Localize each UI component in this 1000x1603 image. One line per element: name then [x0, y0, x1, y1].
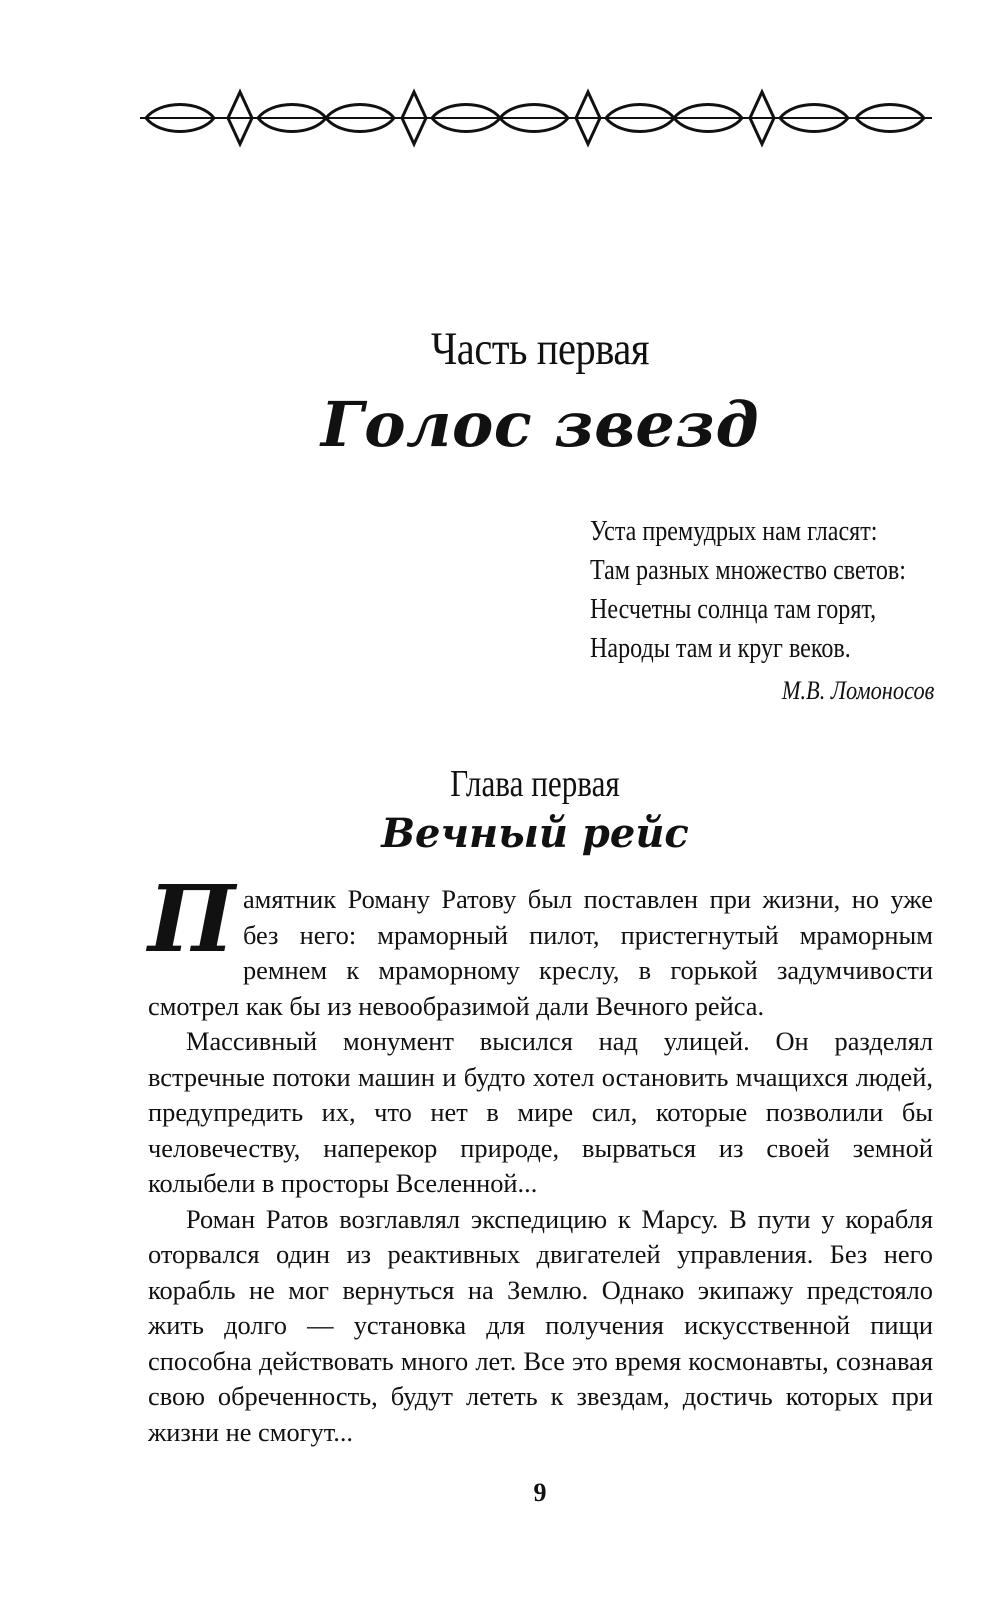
- body-paragraph: Роман Ратов возглавлял экспедицию к Марсу. В пути у корабля оторвался один из реактивных двигателей управления. Без него корабль не мог вернуться на Землю. Однако экипажу предстояло жить долго — установка для получения искусственной пищи способна действовать много лет. Все это время космонавты, сознавая свою обреченность, будут лететь к звездам, достичь которых при жизни не смогут...: [148, 1203, 933, 1447]
- part-label: Часть первая: [430, 323, 650, 375]
- epigraph: [590, 512, 906, 668]
- page-number: 9: [533, 1478, 547, 1507]
- paragraph-text: амятник Роману Ратову был поставлен при жизни, но уже без него: мраморный пилот, пристегнутый мраморным ремнем к мраморному креслу, в горькой задумчивости смотрел как бы из невообразимой дали Вечного рейса.: [148, 884, 933, 1021]
- chapter-label: Глава первая: [450, 763, 620, 805]
- body-text: [148, 865, 933, 1450]
- epigraph-author: М.В. Ломоносов: [781, 676, 934, 705]
- scrollwork-border-icon: [140, 82, 932, 154]
- epigraph-line: Там разных множество светов:: [590, 555, 906, 586]
- epigraph-line: Несчетны солнца там горят,: [590, 594, 877, 625]
- epigraph-line: Народы там и круг веков.: [590, 633, 851, 664]
- part-title: Голос звезд: [320, 388, 760, 461]
- body-paragraph: Массивный монумент высился над улицей. Он разделял встречные потоки машин и будто хотел остановить мчащихся людей, предупредить их, что нет в мире сил, которые позволили бы человечеству, наперекор природе, вырваться из своей земной колыбели в просторы Вселенной...: [148, 1026, 933, 1198]
- chapter-title: Вечный рейс: [381, 810, 689, 857]
- drop-cap: П: [148, 865, 235, 973]
- epigraph-line: Уста премудрых нам гласят:: [590, 516, 878, 547]
- body-paragraph: [148, 865, 933, 1024]
